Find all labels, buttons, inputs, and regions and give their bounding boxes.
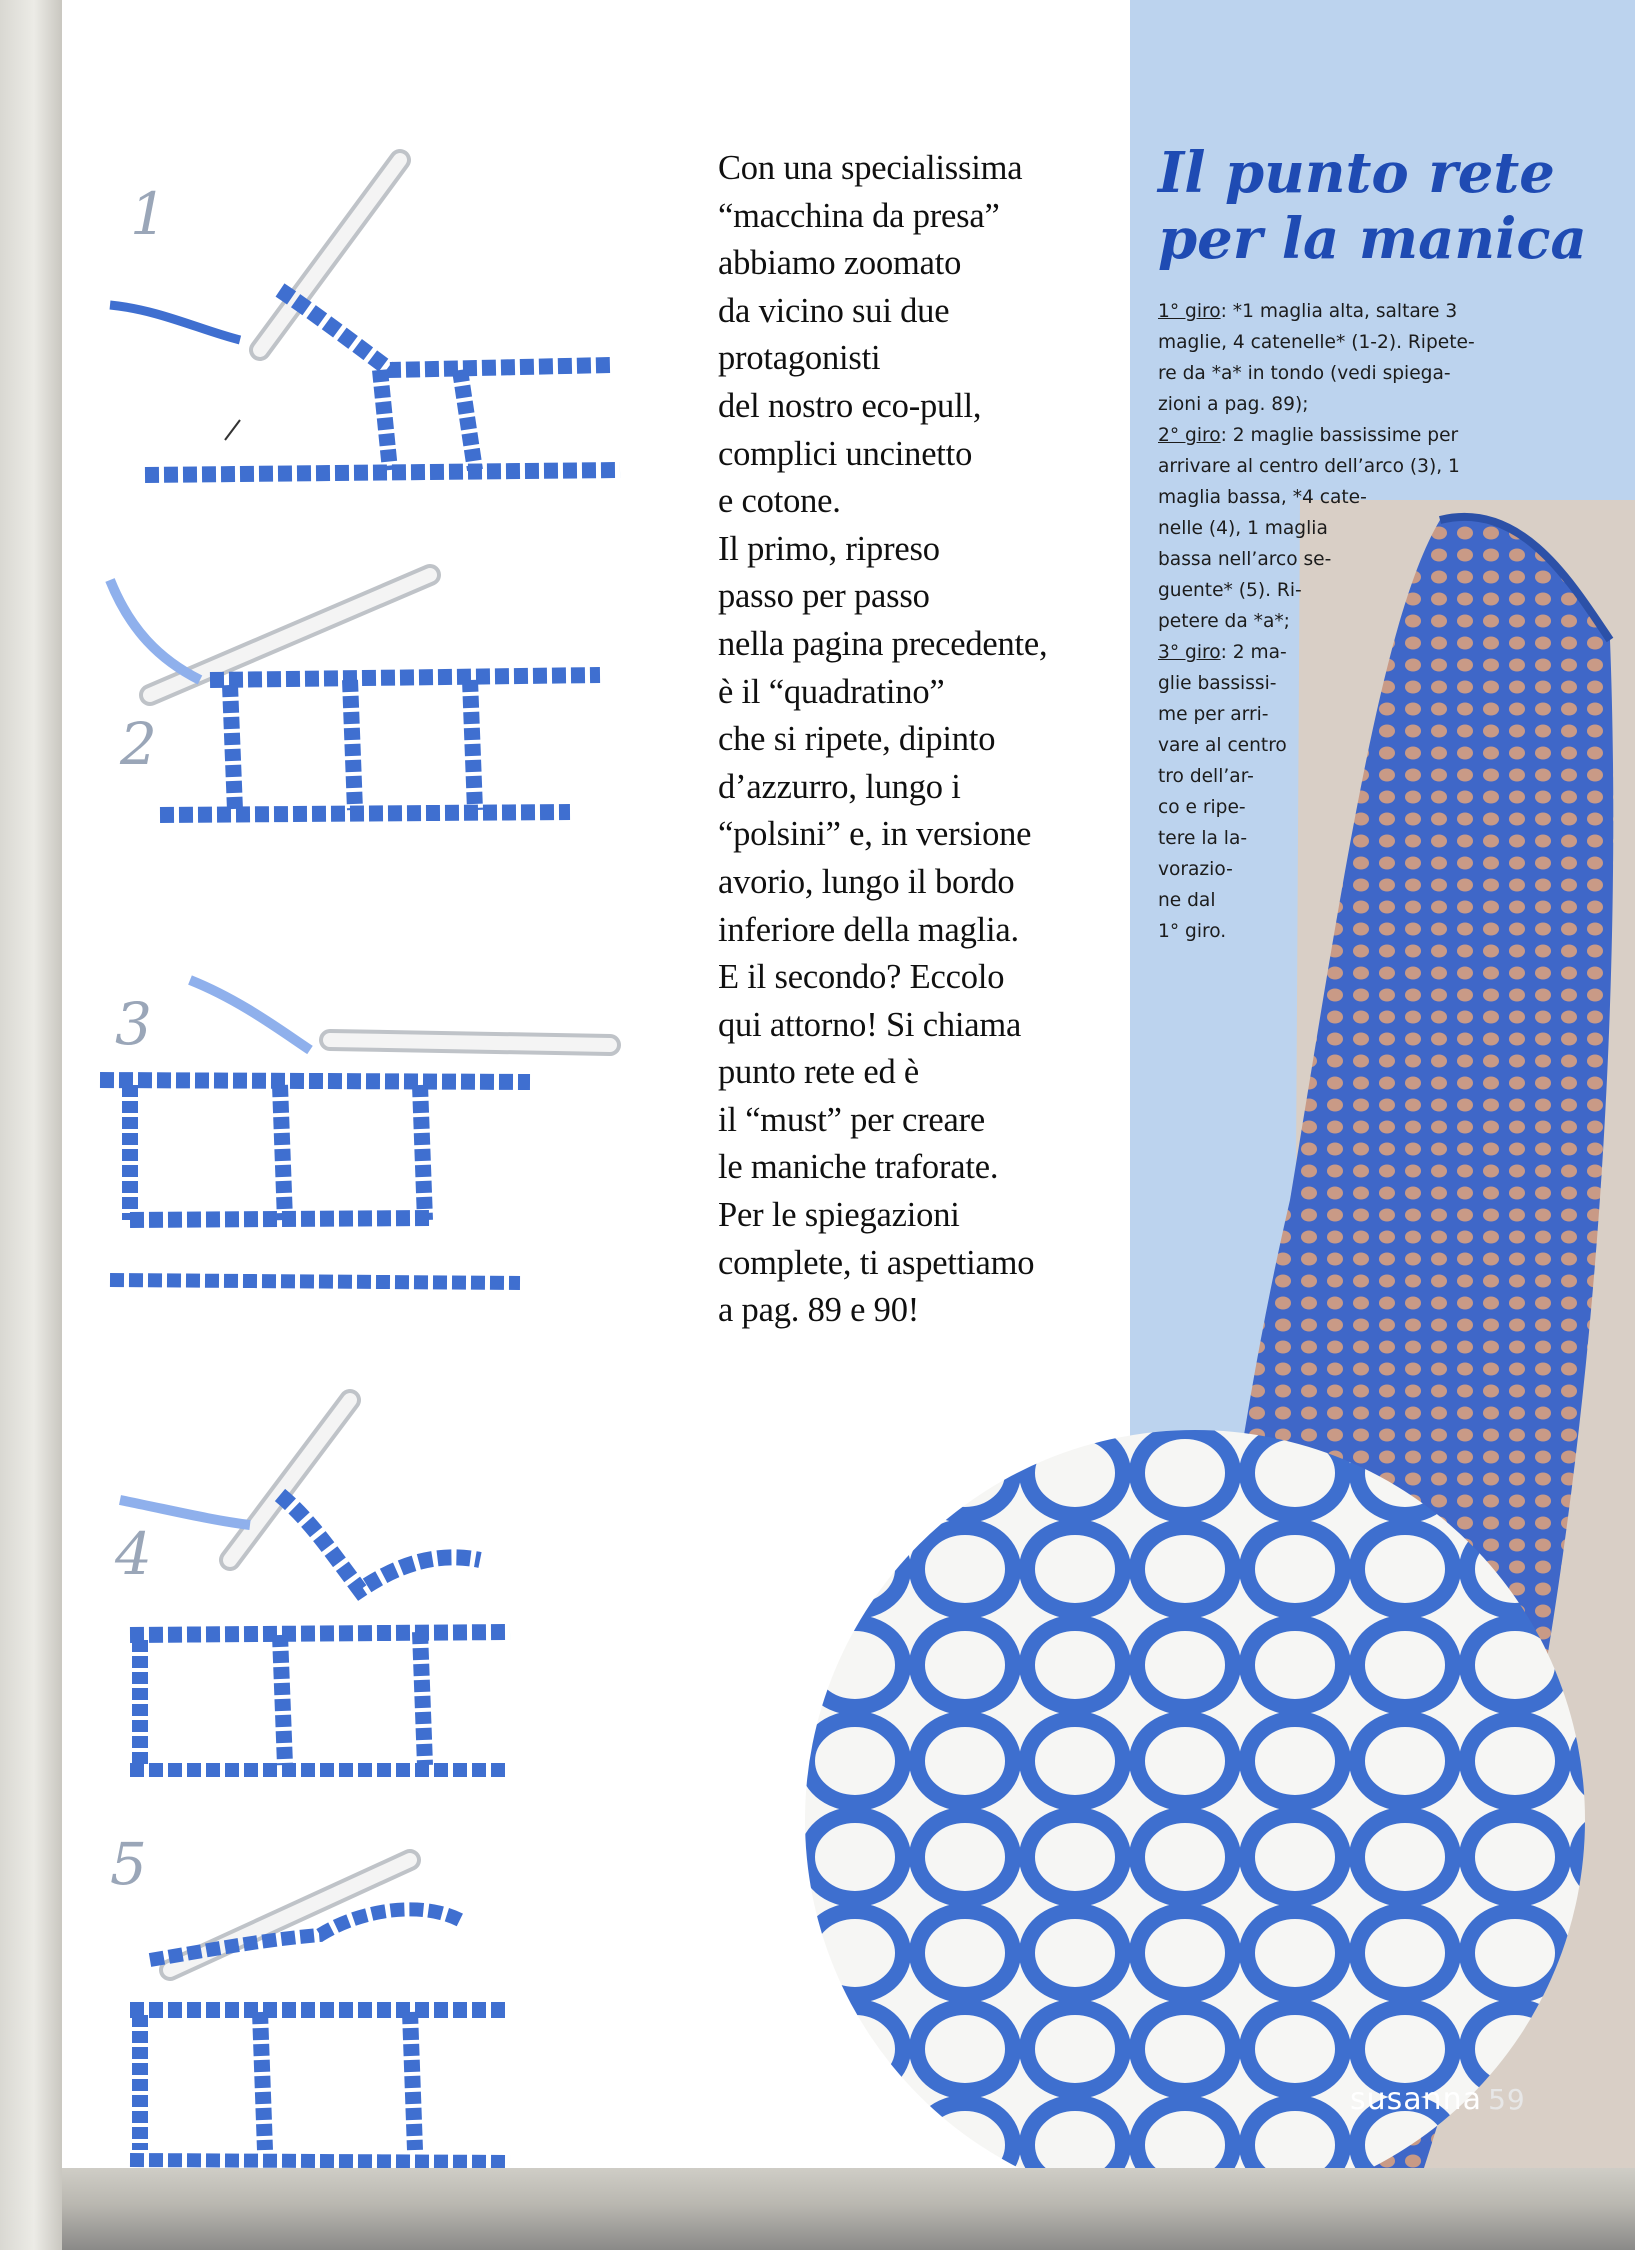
title-line: per la manica <box>1158 206 1587 272</box>
instr-line: guente* (5). Ri- <box>1158 580 1302 601</box>
step-2-diagram <box>90 550 690 850</box>
intro-line: Il primo, ripreso <box>718 529 940 568</box>
intro-line: le maniche traforate. <box>718 1148 999 1187</box>
step-2 <box>90 550 690 930</box>
instr-line: 1° giro. <box>1158 921 1227 942</box>
intro-line: e cotone. <box>718 482 841 521</box>
step-number: 3 <box>115 990 152 1058</box>
title-line: Il punto rete <box>1158 140 1555 206</box>
brand-name: susanna <box>1350 2082 1483 2117</box>
step-5 <box>90 1830 690 2210</box>
instr-line: tro dell’ar- <box>1158 766 1254 787</box>
instr-line: : 2 maglie bassissime per <box>1220 425 1459 446</box>
instr-line: glie bassissi- <box>1158 673 1277 694</box>
instr-line: maglie, 4 catenelle* (1-2). Ripete- <box>1158 332 1475 353</box>
step-4-diagram <box>90 1370 690 1790</box>
instr-line: ne dal <box>1158 890 1216 911</box>
giro-3-label: 3° giro <box>1158 642 1221 663</box>
step-number: 4 <box>115 1520 152 1588</box>
intro-line: d’azzurro, lungo i <box>718 767 961 806</box>
step-number: 5 <box>110 1830 147 1898</box>
page-number: 59 <box>1488 2083 1526 2116</box>
step-number: 1 <box>130 180 167 248</box>
step-4 <box>90 1370 690 1790</box>
instr-line: : *1 maglia alta, saltare 3 <box>1220 301 1458 322</box>
step-5-diagram <box>90 1840 690 2190</box>
page-spine <box>0 0 62 2250</box>
instr-line: vare al centro <box>1158 735 1287 756</box>
giro-1-label: 1° giro <box>1158 301 1221 322</box>
instr-line: arrivare al centro dell’arco (3), 1 <box>1158 456 1460 477</box>
instr-line: maglia bassa, *4 cate- <box>1158 487 1367 508</box>
intro-line: è il “quadratino” <box>718 672 945 711</box>
page-footer <box>1350 2082 1526 2117</box>
intro-line: Per le spiegazioni <box>718 1196 960 1235</box>
intro-line: punto rete ed è <box>718 1053 920 1092</box>
page-bottom-edge <box>62 2168 1635 2250</box>
stitch-diagrams <box>90 120 690 2110</box>
intro-line: complete, ti aspettiamo <box>718 1243 1035 1282</box>
intro-line: a pag. 89 e 90! <box>718 1291 920 1330</box>
instr-line: re da *a* in tondo (vedi spiega- <box>1158 363 1451 384</box>
instr-line: tere la la- <box>1158 828 1248 849</box>
intro-line: da vicino sui due <box>718 291 950 330</box>
intro-line: complici uncinetto <box>718 434 973 473</box>
instr-line: co e ripe- <box>1158 797 1246 818</box>
intro-line: il “must” per creare <box>718 1100 986 1139</box>
intro-line: che si ripete, dipinto <box>718 720 996 759</box>
instr-line: nelle (4), 1 maglia <box>1158 518 1328 539</box>
instr-line: bassa nell’arco se- <box>1158 549 1332 570</box>
step-1 <box>90 120 690 500</box>
intro-line: Con una specialissima <box>718 149 1023 187</box>
step-1-diagram <box>90 140 690 500</box>
instructions <box>1158 296 1518 947</box>
intro-line: “polsini” e, in versione <box>718 815 1032 854</box>
intro-line: passo per passo <box>718 577 930 616</box>
step-3-diagram <box>90 970 690 1350</box>
intro-line: E il secondo? Eccolo <box>718 958 1005 997</box>
instr-line: me per arri- <box>1158 704 1269 725</box>
step-3 <box>90 940 690 1360</box>
intro-line: abbiamo zoomato <box>718 244 962 283</box>
intro-line: nella pagina precedente, <box>718 624 1048 663</box>
intro-line: avorio, lungo il bordo <box>718 862 1015 901</box>
intro-line: qui attorno! Si chiama <box>718 1005 1022 1044</box>
intro-line: inferiore della maglia. <box>718 910 1019 949</box>
intro-line: protagonisti <box>718 339 881 378</box>
intro-text <box>718 145 1118 1335</box>
side-title <box>1158 140 1628 272</box>
instr-line: vorazio- <box>1158 859 1233 880</box>
instr-line: : 2 ma- <box>1220 642 1287 663</box>
intro-line: del nostro eco-pull, <box>718 386 982 425</box>
intro-line: “macchina da presa” <box>718 196 1000 235</box>
step-number: 2 <box>120 710 157 778</box>
instr-line: zioni a pag. 89); <box>1158 394 1309 415</box>
instr-line: petere da *a*; <box>1158 611 1290 632</box>
giro-2-label: 2° giro <box>1158 425 1221 446</box>
